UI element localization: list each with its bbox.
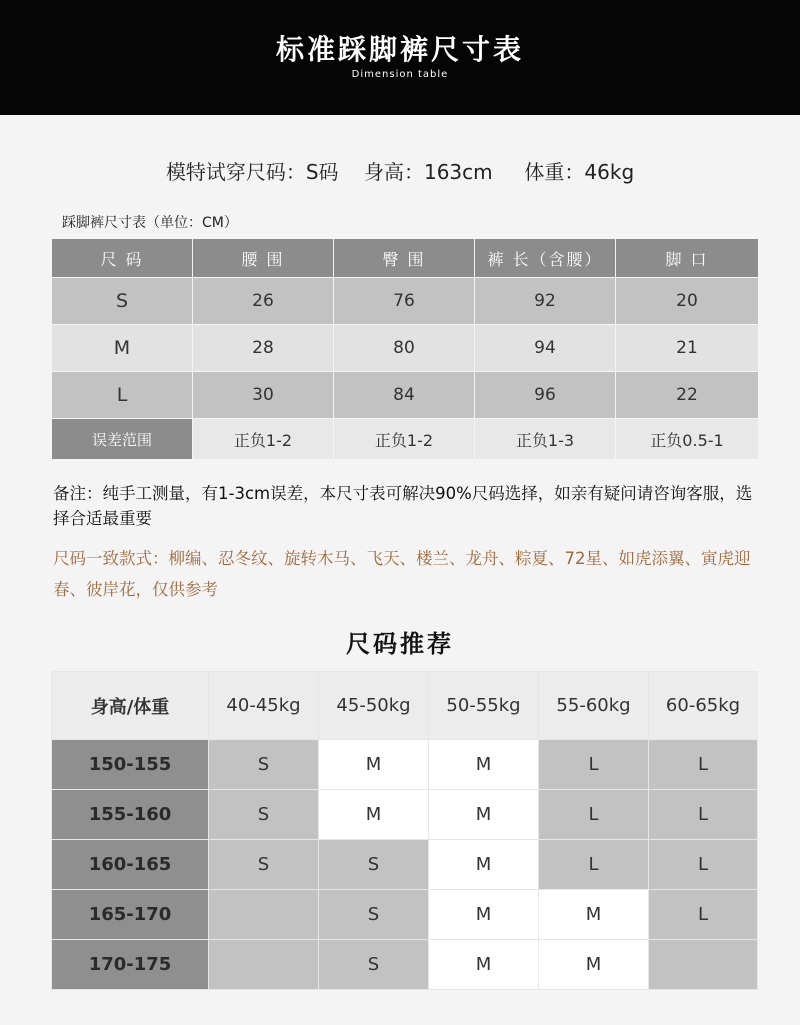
- weight-header: 60-65kg: [649, 672, 758, 740]
- measure-cell: 30: [193, 372, 334, 419]
- recommend-header-row: [52, 672, 758, 740]
- measure-cell: 22: [616, 372, 759, 419]
- size-table-caption: 踩脚裤尺寸表（单位：CM）: [62, 215, 238, 231]
- size-cell: S: [52, 278, 193, 325]
- size-recommend-cell: [649, 940, 758, 990]
- size-table-row: [52, 325, 759, 372]
- size-table-header: 裤 长（含腰）: [475, 239, 616, 278]
- size-cell: L: [52, 372, 193, 419]
- height-range: 170-175: [52, 940, 209, 990]
- recommend-row: [52, 790, 758, 840]
- model-fit-info: 模特试穿尺码：S码 身高：163cm 体重：46kg: [165, 160, 635, 184]
- size-recommend-cell: L: [539, 790, 649, 840]
- size-table-header: 尺 码: [52, 239, 193, 278]
- size-recommend-cell: M: [539, 940, 649, 990]
- page-header: [0, 0, 800, 115]
- error-range-row: [52, 419, 759, 460]
- error-range-cell: 正负1-3: [475, 419, 616, 460]
- size-recommend-cell: M: [429, 840, 539, 890]
- size-recommend-cell: M: [429, 890, 539, 940]
- size-recommend-cell: S: [319, 890, 429, 940]
- recommend-title: 尺码推荐: [346, 630, 454, 658]
- recommend-row: [52, 840, 758, 890]
- size-recommend-cell: [209, 940, 319, 990]
- size-recommend-cell: S: [209, 840, 319, 890]
- size-recommend-cell: L: [649, 790, 758, 840]
- error-range-cell: 正负0.5-1: [616, 419, 759, 460]
- measure-cell: 96: [475, 372, 616, 419]
- recommend-row: [52, 740, 758, 790]
- height-range: 150-155: [52, 740, 209, 790]
- size-table-header-row: [52, 239, 759, 278]
- consistent-styles-note: 尺码一致款式：柳编、忍冬纹、旋转木马、飞天、楼兰、龙舟、粽夏、72星、如虎添翼、寅虎迎春、彼岸花，仅供参考: [53, 549, 751, 599]
- size-table: [51, 238, 759, 460]
- size-table-header: 臀 围: [334, 239, 475, 278]
- size-recommend-cell: L: [649, 740, 758, 790]
- size-recommend-cell: S: [209, 740, 319, 790]
- size-recommend-cell: S: [319, 940, 429, 990]
- recommend-row: [52, 940, 758, 990]
- size-recommend-cell: S: [319, 840, 429, 890]
- page-title: 标准踩脚裤尺寸表: [275, 33, 524, 66]
- height-range: 155-160: [52, 790, 209, 840]
- size-cell: M: [52, 325, 193, 372]
- weight-header: 40-45kg: [209, 672, 319, 740]
- error-range-label: 误差范围: [52, 419, 193, 460]
- measure-cell: 28: [193, 325, 334, 372]
- measure-cell: 20: [616, 278, 759, 325]
- size-recommend-cell: S: [209, 790, 319, 840]
- size-recommend-cell: L: [649, 890, 758, 940]
- measurement-note: 备注：纯手工测量，有1-3cm误差，本尺寸表可解决90%尺码选择，如亲有疑问请咨询客服，选择合适最重要: [53, 484, 753, 528]
- measure-cell: 92: [475, 278, 616, 325]
- error-range-cell: 正负1-2: [193, 419, 334, 460]
- height-range: 165-170: [52, 890, 209, 940]
- size-table-header: 脚 口: [616, 239, 759, 278]
- measure-cell: 21: [616, 325, 759, 372]
- height-weight-corner: 身高/体重: [52, 672, 209, 740]
- size-recommend-cell: M: [429, 790, 539, 840]
- measure-cell: 94: [475, 325, 616, 372]
- measure-cell: 80: [334, 325, 475, 372]
- size-table-row: [52, 372, 759, 419]
- weight-header: 50-55kg: [429, 672, 539, 740]
- size-recommend-table: [51, 671, 758, 990]
- error-range-cell: 正负1-2: [334, 419, 475, 460]
- measure-cell: 84: [334, 372, 475, 419]
- size-recommend-cell: M: [429, 940, 539, 990]
- size-recommend-cell: M: [319, 790, 429, 840]
- size-recommend-cell: L: [539, 740, 649, 790]
- weight-header: 55-60kg: [539, 672, 649, 740]
- size-recommend-cell: [209, 890, 319, 940]
- recommend-row: [52, 890, 758, 940]
- size-table-row: [52, 278, 759, 325]
- size-recommend-cell: M: [539, 890, 649, 940]
- size-recommend-cell: L: [539, 840, 649, 890]
- measure-cell: 76: [334, 278, 475, 325]
- weight-header: 45-50kg: [319, 672, 429, 740]
- measure-cell: 26: [193, 278, 334, 325]
- size-table-header: 腰 围: [193, 239, 334, 278]
- size-recommend-cell: M: [319, 740, 429, 790]
- size-recommend-cell: L: [649, 840, 758, 890]
- page-subtitle: Dimension table: [351, 69, 449, 80]
- height-range: 160-165: [52, 840, 209, 890]
- size-recommend-cell: M: [429, 740, 539, 790]
